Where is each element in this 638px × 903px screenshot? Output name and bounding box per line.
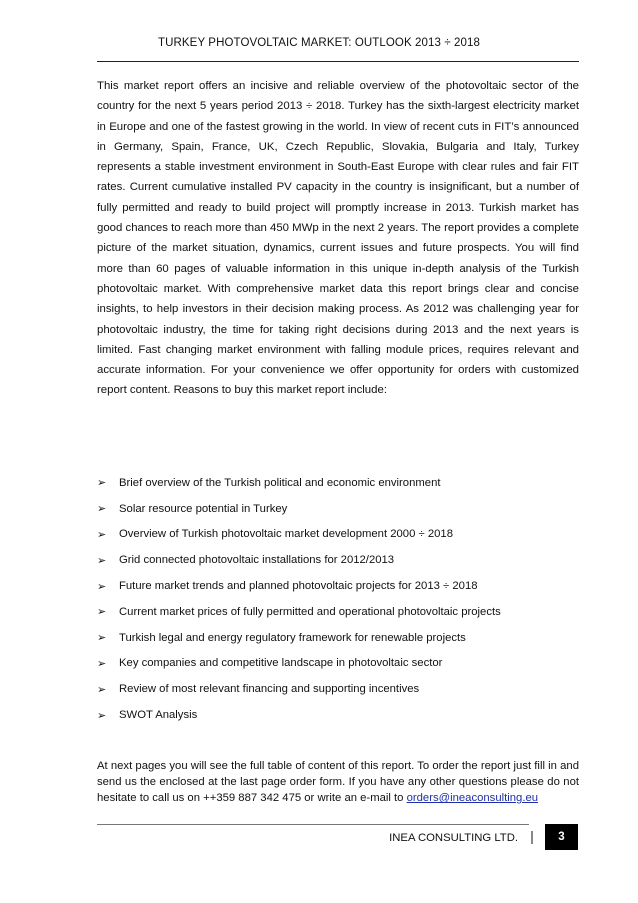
list-item-text: Turkish legal and energy regulatory framework for renewable projects <box>119 631 466 644</box>
list-item-text: Current market prices of fully permitted and operational photovoltaic projects <box>119 605 501 618</box>
list-item <box>97 522 579 548</box>
footer-company-name: INEA CONSULTING LTD. <box>389 832 518 844</box>
arrowhead-bullet-icon: ➢ <box>97 709 107 722</box>
list-item <box>97 599 579 625</box>
arrowhead-bullet-icon: ➢ <box>97 580 107 593</box>
list-item <box>97 625 579 651</box>
arrowhead-bullet-icon: ➢ <box>97 528 107 541</box>
footer-separator <box>531 831 533 844</box>
list-item <box>97 676 579 702</box>
email-link[interactable]: orders@ineaconsulting.eu <box>406 792 539 805</box>
intro-paragraph: This market report offers an incisive and reliable overview of the photovoltaic sector of the country for the next 5 years period 2013 ÷ 2018. Turkey has the sixth-largest electricity market in Europe and one of the fastest growing in the world. In view of recent cuts in FIT’s announced in Germany, Spain, France, UK, Czech Republic, Slovakia, Bulgaria and Italy, Turkey represents a stable investment environment in South-East Europe with clear rules and fair FIT rates. Current cumulative installed PV capacity in the country is insignificant, but a number of fully permitted and ready to build project will promptly increase in 2013. Turkish market has good chances to reach more than 450 MWp in the next 2 years. The report provides a complete picture of the market situation, dynamics, current issues and future prospects. You will find more than 60 pages of valuable information in this unique in-depth analysis of the Turkish photovoltaic market. With comprehensive market data this report brings clear and concise insights, to help investors in their decision making process. As 2012 was challenging year for photovoltaic industry, the time for taking right decisions during 2013 and the next years is limited. Fast changing market environment with falling module prices, requires relevant and accurate information. For your convenience we offer opportunity for orders with customized report content. Reasons to buy this market report include: <box>97 80 579 397</box>
list-item <box>97 547 579 573</box>
list-item-text: Solar resource potential in Turkey <box>119 502 288 515</box>
document-title: TURKEY PHOTOVOLTAIC MARKET: OUTLOOK 2013 ÷ 2018 <box>157 37 481 49</box>
arrowhead-bullet-icon: ➢ <box>97 683 107 696</box>
list-item-text: Key companies and competitive landscape in photovoltaic sector <box>119 657 443 670</box>
footer-divider <box>97 824 529 825</box>
arrowhead-bullet-icon: ➢ <box>97 606 107 619</box>
list-item-text: Brief overview of the Turkish political and economic environment <box>119 476 441 489</box>
list-item <box>97 496 579 522</box>
arrowhead-bullet-icon: ➢ <box>97 477 107 490</box>
list-item-text: SWOT Analysis <box>119 709 198 722</box>
list-item-text: Review of most relevant financing and supporting incentives <box>119 683 420 696</box>
list-item-text: Overview of Turkish photovoltaic market development 2000 ÷ 2018 <box>119 528 453 541</box>
arrowhead-bullet-icon: ➢ <box>97 554 107 567</box>
closing-paragraph <box>97 758 579 806</box>
list-item <box>97 651 579 677</box>
arrowhead-bullet-icon: ➢ <box>97 657 107 670</box>
list-item-text: Future market trends and planned photovoltaic projects for 2013 ÷ 2018 <box>119 580 478 593</box>
arrowhead-bullet-icon: ➢ <box>97 503 107 516</box>
reasons-list <box>97 470 579 728</box>
header-divider <box>97 61 579 62</box>
arrowhead-bullet-icon: ➢ <box>97 632 107 645</box>
list-item <box>97 702 579 728</box>
list-item <box>97 573 579 599</box>
list-item <box>97 470 579 496</box>
page-number-badge: 3 <box>545 824 578 850</box>
closing-text: At next pages you will see the full table of content of this report. To order the report just fill in and send us the enclosed at the last page order form. If you have any other questions please do not hesitate to call us on ++359 887 342 475 or write an e-mail to <box>97 760 579 805</box>
list-item-text: Grid connected photovoltaic installations for 2012/2013 <box>119 554 395 567</box>
